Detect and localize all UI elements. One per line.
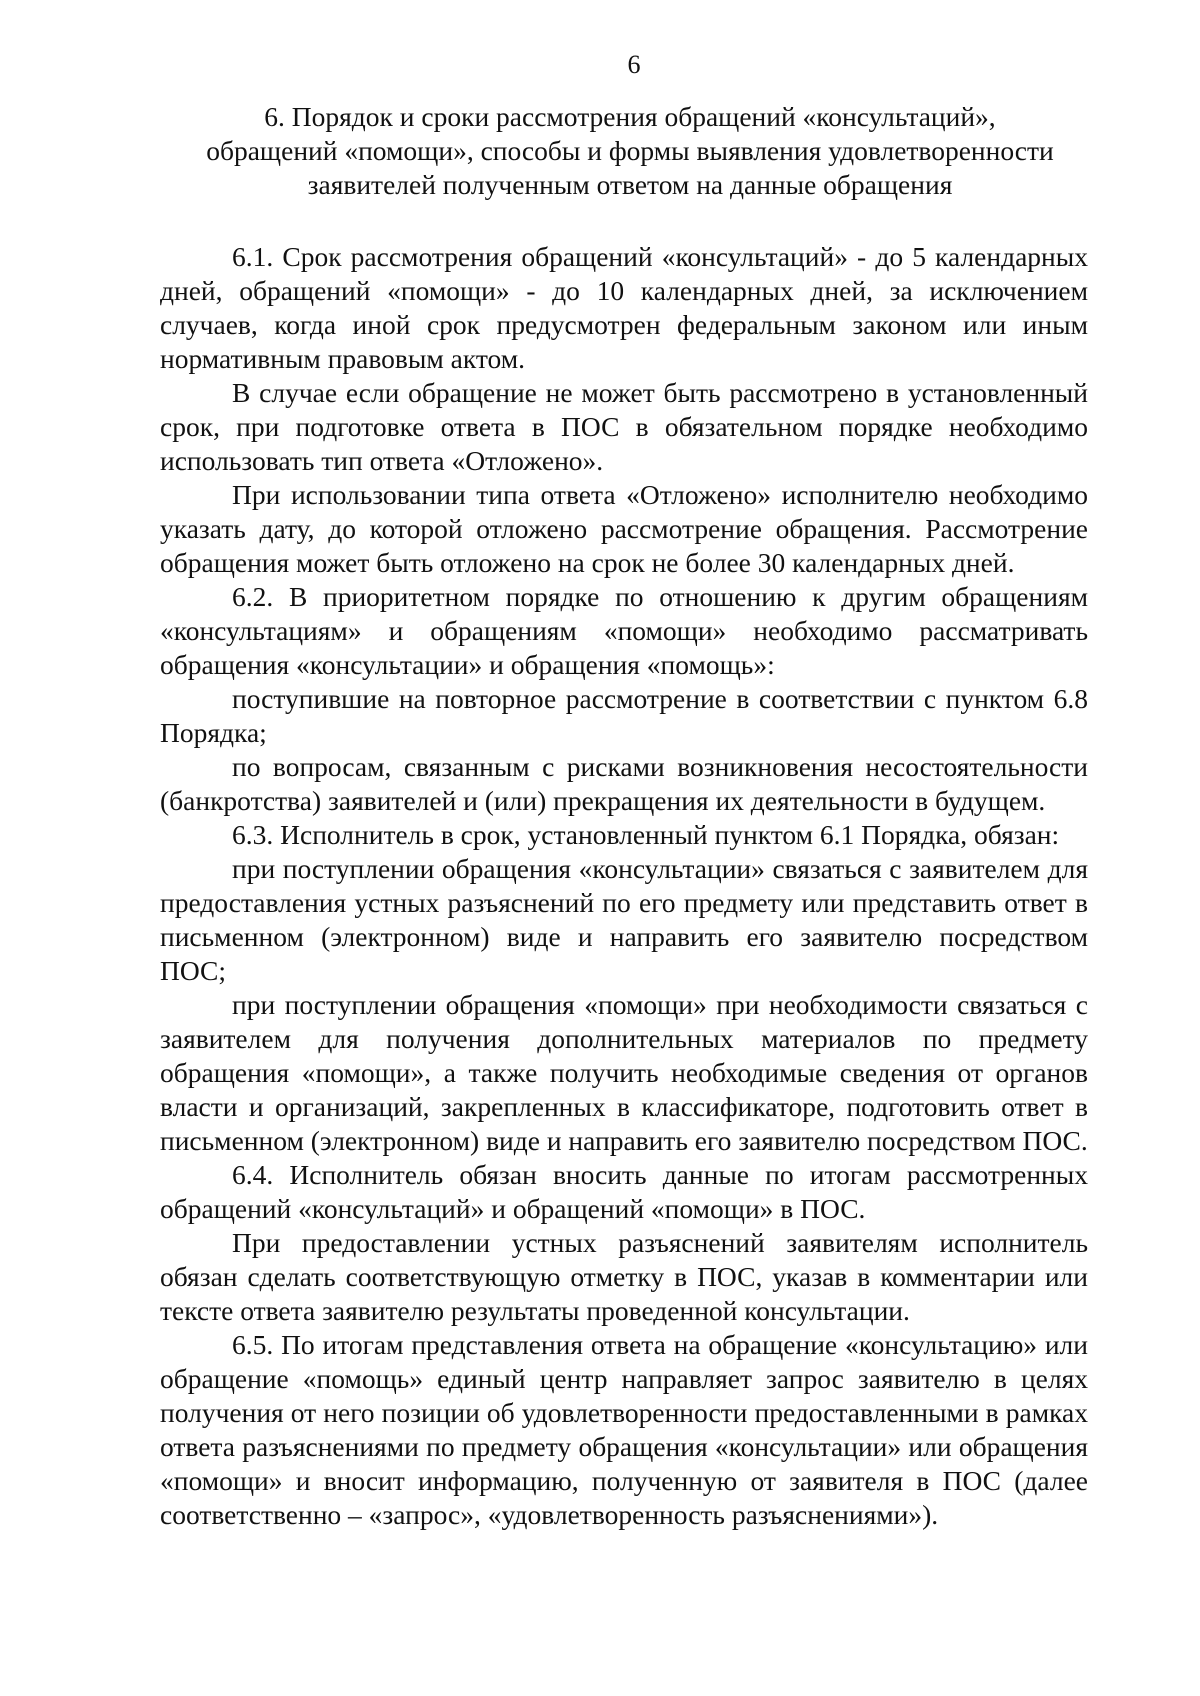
paragraph-oral-explanations: При предоставлении устных разъяснений заявителям исполнитель обязан сделать соответствующую отметку в ПОС, указав в комментарии или тексте ответа заявителю результаты проведенной консультации. [160,1227,1088,1326]
section-title [160,100,1088,202]
paragraph-help-contact: при поступлении обращения «помощи» при необходимости связаться с заявителем для получения дополнительных материалов по предмету обращения «помощи», а также получить необходимые сведения от органов власти и организаций, закрепленных в классификаторе, подготовить ответ в письменном (электронном) виде и направить его заявителю посредством ПОС. [160,989,1088,1156]
paragraph-consultation-contact: при поступлении обращения «консультации» связаться с заявителем для предоставления устных разъяснений по его предмету или представить ответ в письменном (электронном) виде и направить его заявителю посредством ПОС; [160,853,1088,986]
paragraph-6-3: 6.3. Исполнитель в срок, установленный пунктом 6.1 Порядка, обязан: [232,819,1060,850]
paragraph-bankruptcy-risk: по вопросам, связанным с рисками возникновения несостоятельности (банкротства) заявителей и (или) прекращения их деятельности в будущем. [160,751,1088,816]
paragraph-6-1: 6.1. Срок рассмотрения обращений «консультаций» - до 5 календарных дней, обращений «помощи» - до 10 календарных дней, за исключением случаев, когда иной срок предусмотрен федеральным законом или иным нормативным правовым актом. [160,241,1088,374]
paragraph-postponed-case: В случае если обращение не может быть рассмотрено в установленный срок, при подготовке ответа в ПОС в обязательном порядке необходимо использовать тип ответа «Отложено». [160,377,1088,476]
paragraph-6-5: 6.5. По итогам представления ответа на обращение «консультацию» или обращение «помощь» единый центр направляет запрос заявителю в целях получения от него позиции об удовлетворенности предоставленными в рамках ответа разъяснениями по предмету обращения «консультации» или обращения «помощи» и вносит информацию, полученную от заявителя в ПОС (далее соответственно – «запрос», «удовлетворенность разъяснениями»). [160,1329,1088,1530]
section-title-line: 6. Порядок и сроки рассмотрения обращений «консультаций», [264,101,996,132]
section-title-line: обращений «помощи», способы и формы выявления удовлетворенности [206,135,1054,166]
paragraph-postponed-date: При использовании типа ответа «Отложено» исполнителю необходимо указать дату, до которой отложено рассмотрение обращения. Рассмотрение обращения может быть отложено на срок не более 30 календарных дней. [160,479,1088,578]
page-number: 6 [627,50,641,79]
paragraph-6-2: 6.2. В приоритетном порядке по отношению к другим обращениям «консультациям» и обращениям «помощи» необходимо рассматривать обращения «консультации» и обращения «помощь»: [160,581,1088,680]
section-title-line: заявителей полученным ответом на данные обращения [307,169,953,200]
paragraph-6-4: 6.4. Исполнитель обязан вносить данные по итогам рассмотренных обращений «консультаций» и обращений «помощи» в ПОС. [160,1159,1088,1224]
paragraph-repeat-review: поступившие на повторное рассмотрение в соответствии с пунктом 6.8 Порядка; [160,683,1088,748]
document-body [160,240,1088,1532]
